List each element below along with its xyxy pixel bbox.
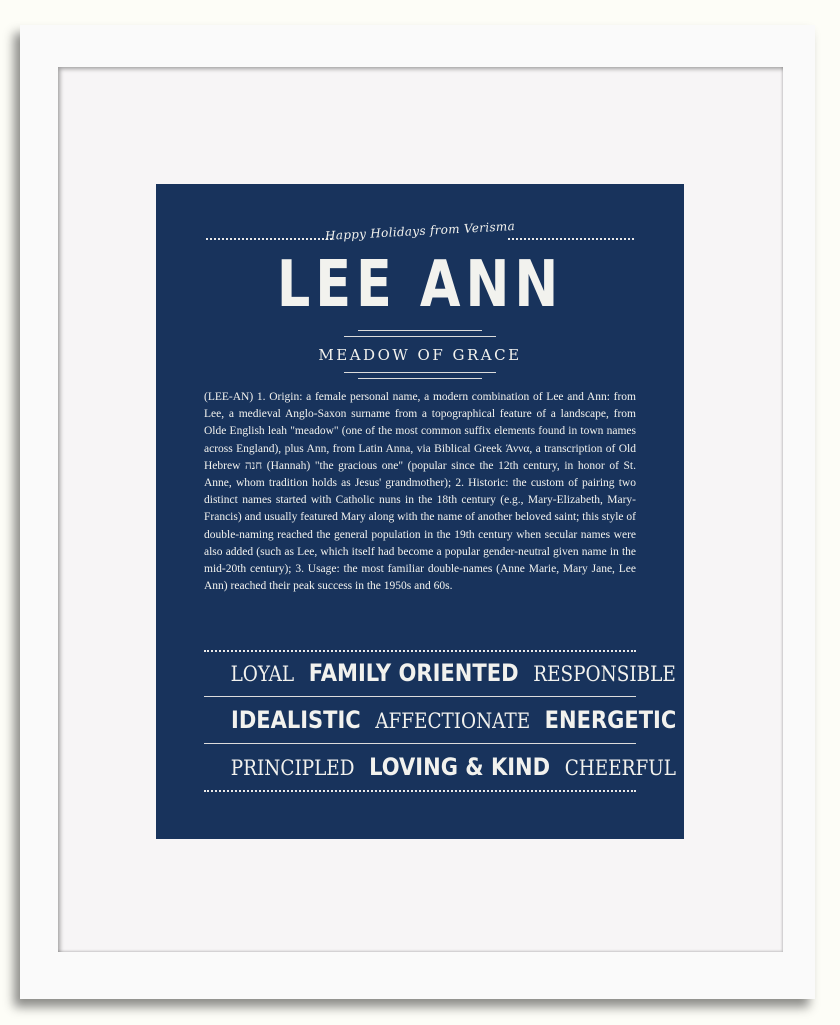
greeting-text: Happy Holidays from Verisma — [324, 219, 516, 243]
traits-divider-1 — [204, 696, 636, 697]
traits-row-3 — [230, 752, 677, 783]
trait: AFFECTIONATE — [375, 709, 531, 733]
trait: LOYAL — [230, 662, 295, 686]
dotted-rule-right — [508, 238, 634, 240]
trait: CHEERFUL — [564, 756, 677, 780]
rule-upper-1 — [358, 330, 482, 331]
trait: IDEALISTIC — [231, 706, 361, 734]
rule-lower-1 — [344, 372, 496, 373]
dotted-rule-traits-bottom — [204, 790, 636, 792]
trait: FAMILY ORIENTED — [308, 659, 519, 687]
trait: ENERGETIC — [544, 706, 677, 734]
traits-row-2 — [231, 705, 677, 736]
traits-row-1 — [230, 658, 676, 689]
name-meaning: MEADOW OF GRACE — [318, 346, 522, 364]
trait: RESPONSIBLE — [533, 662, 676, 686]
name-print — [156, 184, 684, 839]
trait: PRINCIPLED — [230, 756, 355, 780]
dotted-rule-traits-top — [204, 650, 636, 652]
rule-upper-2 — [344, 336, 496, 337]
name-definition: (LEE-AN) 1. Origin: a female personal name, a modern combination of Lee and Ann: from Lee, a medieval Anglo-Saxon surname from a topographical feature of a landscape, from Olde English leah "meadow" (one of the most common suffix elements found in town names across England), plus Ann, from Latin Anna, via Biblical Greek Άννα, a transcription of Old Hebrew חנה (Hannah) "the gracious one" (popular since the 12th century, in honor of St. Anne, whom tradition holds as Jesus' grandmother); 2. Historic: the custom of pairing two distinct names started with Catholic nuns in the 18th century (e.g., Mary-Elizabeth, Mary-Francis) and usually featured Mary along with the name of another beloved saint; this style of double-naming reached the general population in the 19th century when secular names were also added (such as Lee, which itself had become a popular gender-neutral given name in the mid-20th century); 3. Usage: the most familiar double-names (Anne Marie, Mary Jane, Lee Ann) reached their peak success in the 1950s and 60s. — [204, 391, 637, 593]
trait: LOVING & KIND — [369, 753, 551, 781]
rule-lower-2 — [358, 378, 482, 379]
name-title: LEE ANN — [276, 248, 564, 322]
traits-divider-2 — [204, 743, 636, 744]
